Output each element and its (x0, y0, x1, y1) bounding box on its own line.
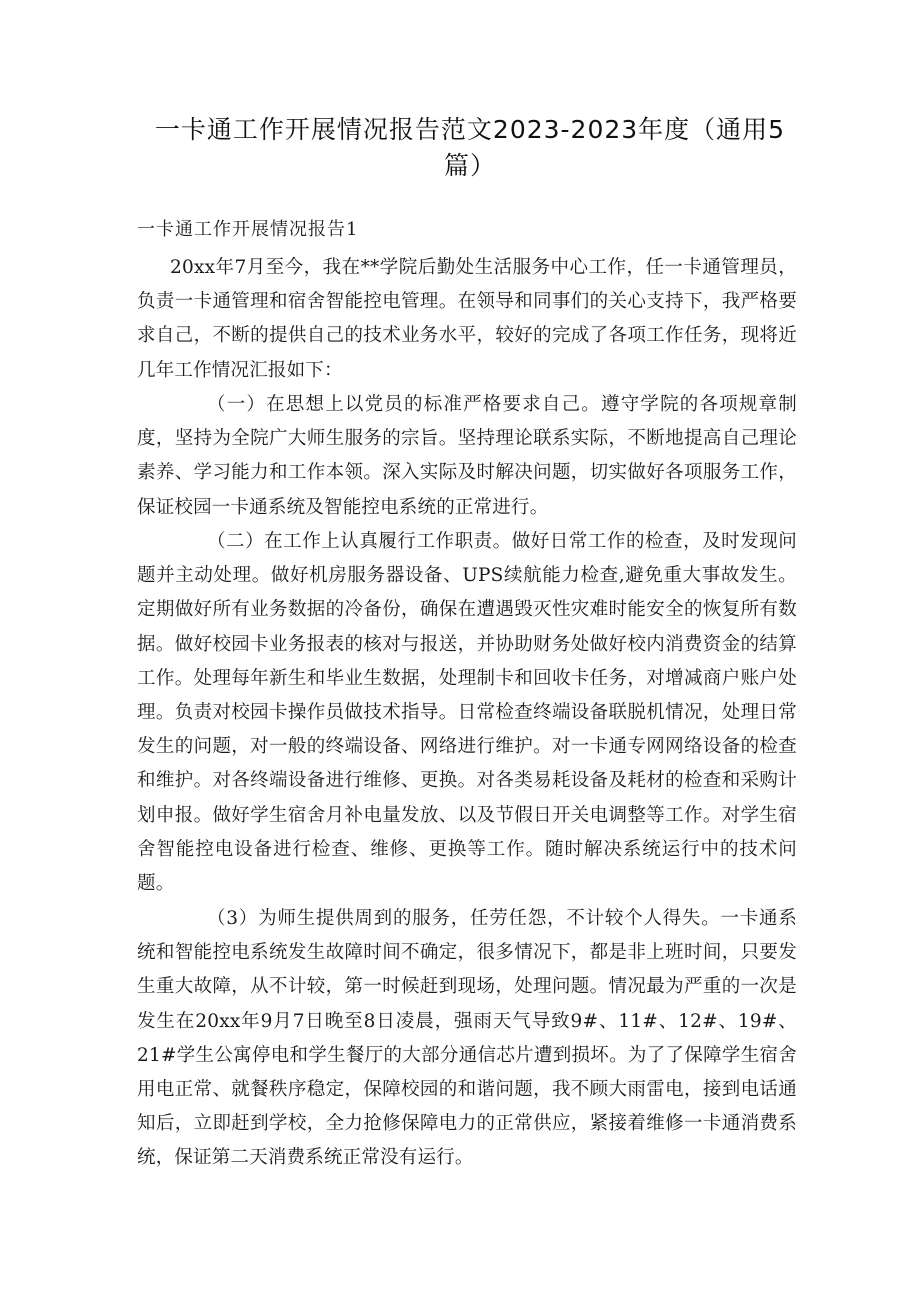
document-title: 一卡通工作开展情况报告范文2023-2023年度（通用5篇） (154, 115, 786, 180)
paragraph-service: （3）为师生提供周到的服务，任劳任怨，不计较个人得失。一卡通系统和智能控电系统发生故障时间不确定，很多情况下，都是非上班时间，只要发生重大故障，从不计较，第一时候赶到现场，处理问题。情况最为严重的一次是发生在20xx年9月7日晚至8日凌晨，强雨天气导致9#、11#、12#、19#、21#学生公寓停电和学生餐厅的大部分通信芯片遭到损坏。为了了保障学生宿舍用电正常、就餐秩序稳定，保障校园的和谐问题，我不顾大雨雷电，接到电话通知后，立即赶到学校，全力抢修保障电力的正常供应，紧接着维修一卡通消费系统，保证第二天消费系统正常没有运行。 (137, 908, 797, 1169)
paragraph-intro: 20xx年7月至今，我在**学院后勤处生活服务中心工作，任一卡通管理员，负责一卡通管理和宿舍智能控电管理。在领导和同事们的关心支持下，我严格要求自己，不断的提供自己的技术业务水平，较好的完成了各项工作任务，现将近几年工作情况汇报如下： (137, 257, 797, 381)
paragraph-political: （一）在思想上以党员的标准严格要求自己。遵守学院的各项规章制度，坚持为全院广大师生服务的宗旨。坚持理论联系实际，不断地提高自己理论素养、学习能力和工作本领。深入实际及时解决问题，切实做好各项服务工作，保证校园一卡通系统及智能控电系统的正常进行。 (137, 394, 797, 518)
section-heading: 一卡通工作开展情况报告1 (137, 219, 359, 240)
paragraph-duties: （二）在工作上认真履行工作职责。做好日常工作的检查，及时发现问题并主动处理。做好机房服务器设备、UPS续航能力检查,避免重大事故发生。定期做好所有业务数据的冷备份，确保在遭遇毁灭性灾难时能安全的恢复所有数据。做好校园卡业务报表的核对与报送，并协助财务处做好校内消费资金的结算工作。处理每年新生和毕业生数据，处理制卡和回收卡任务，对增减商户账户处理。负责对校园卡操作员做技术指导。日常检查终端设备联脱机情况，处理日常发生的问题，对一般的终端设备、网络进行维护。对一卡通专网网络设备的检查和维护。对各终端设备进行维修、更换。对各类易耗设备及耗材的检查和采购计划申报。做好学生宿舍月补电量发放、以及节假日开关电调整等工作。对学生宿舍智能控电设备进行检查、维修、更换等工作。随时解决系统运行中的技术问题。 (137, 531, 797, 895)
